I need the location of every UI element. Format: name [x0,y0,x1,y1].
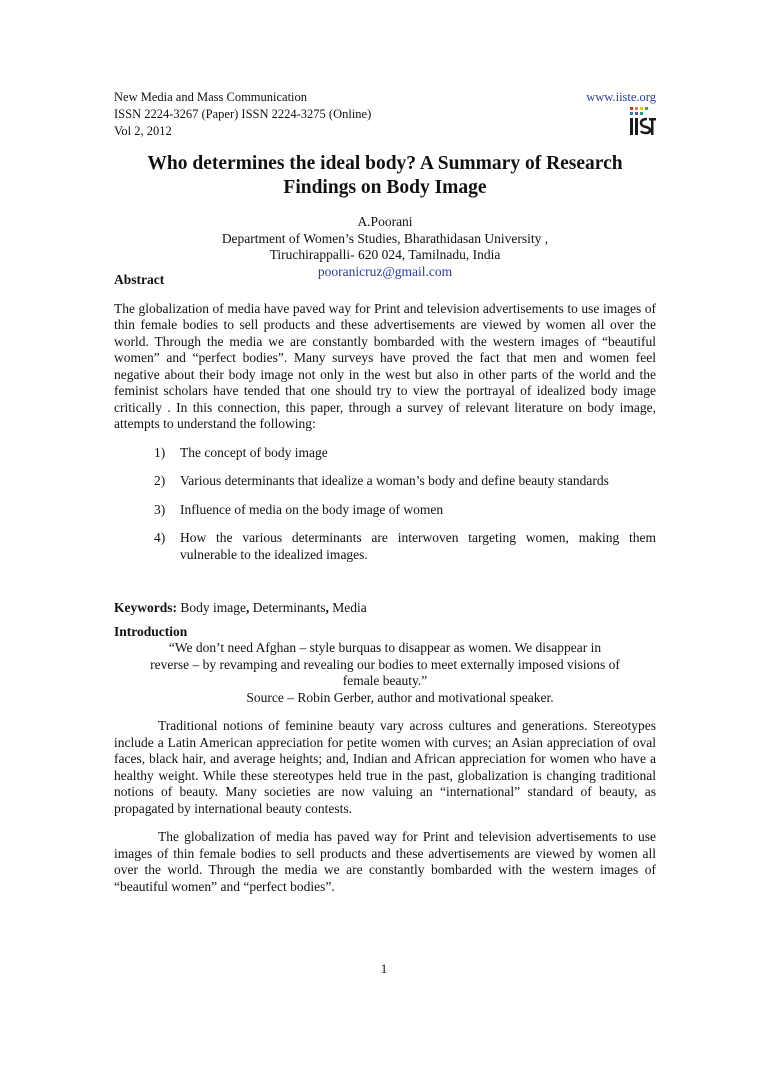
quote-line-2: reverse – by revamping and revealing our bodies to meet externally imposed visions of [150,656,620,672]
abstract-list [114,445,656,564]
author-name: A.Poorani [357,214,413,229]
list-number: 4) [154,530,166,545]
list-item [114,473,656,490]
journal-header [114,89,371,140]
list-text: The concept of body image [180,444,328,460]
volume-line: Vol 2, 2012 [114,124,172,138]
keyword-2: Determinants [252,600,326,615]
list-text: How the various determinants are interwoven targeting women, making them vulnerable to the idealized images. [180,530,656,562]
page-number: 1 [380,961,388,976]
keywords-label: Keywords: [114,600,177,615]
paper-body [114,272,656,895]
journal-name: New Media and Mass Communication [114,90,308,104]
paper-title [114,152,656,200]
author-location: Tiruchirappalli- 620 024, Tamilnadu, India [269,247,501,262]
iiste-logo [628,107,656,137]
quote-line-1: “We don’t need Afghan – style burquas to disappear as women. We disappear in [168,640,602,655]
list-item [114,502,656,519]
title-line-1: Who determines the ideal body? A Summary of Research [147,153,623,174]
list-number: 1) [154,444,166,460]
issn-line: ISSN 2224-3267 (Paper) ISSN 2224-3275 (Online) [114,107,372,121]
keyword-1: Body image [180,600,246,615]
journal-url[interactable]: www.iiste.org [586,90,656,104]
author-email[interactable]: pooranicruz@gmail.com [317,263,453,279]
author-block [114,214,656,280]
list-item [114,530,656,563]
keyword-separator: , [325,600,333,615]
keywords-line [114,600,656,617]
keyword-separator: , [246,600,253,615]
intro-paragraph-2: The globalization of media has paved way for Print and television advertisements to use images of thin female bodies to sell products and these advertisements are viewed by women all over the world. Through the media we are constantly bombarded with the western images of “beautiful women” and “perfect bodies”. [114,829,656,894]
abstract-heading: Abstract [114,272,165,287]
quote-line-3: female beauty.” [342,673,428,688]
title-line-2: Findings on Body Image [283,177,487,198]
keyword-3: Media [332,600,367,615]
list-number: 2) [154,473,166,488]
abstract-text: The globalization of media have paved way for Print and television advertisements to use images of thin female bodies to sell products and these advertisements are viewed by women all over the world. Through the media we are constantly bombarded with the western images of “beautiful women” and “perfect bodies”. Many surveys have proved the fact that men and women feel negative about their body image not only in the west but also in other parts of the world and the feminist scholars have tended that one should try to view the portrayal of idealized body image critically . In this connection, this paper, through a survey of relevant literature on body image, attempts to understand the following: [114,300,656,431]
quote-source: Source – Robin Gerber, author and motivational speaker. [246,689,554,705]
list-text: Various determinants that idealize a woman’s body and define beauty standards [180,473,609,488]
intro-paragraph-1: Traditional notions of feminine beauty vary across cultures and generations. Stereotypes include a Latin American appreciation for petite women with curves; an Asian appreciation of oval faces, black hair, and average heights; and, Indian and African appreciation for women who have a healthy weight. While these stereotypes held true in the past, globalization is changing traditional notions of beauty. Many societies are now valuing an “international” standard of beauty, as propagated by international beauty contests. [114,718,656,816]
list-text: Influence of media on the body image of women [180,501,444,517]
introduction-heading: Introduction [114,623,188,639]
list-item [114,445,656,462]
author-department: Department of Women’s Studies, Bharathidasan University , [221,230,549,246]
list-number: 3) [154,501,166,517]
